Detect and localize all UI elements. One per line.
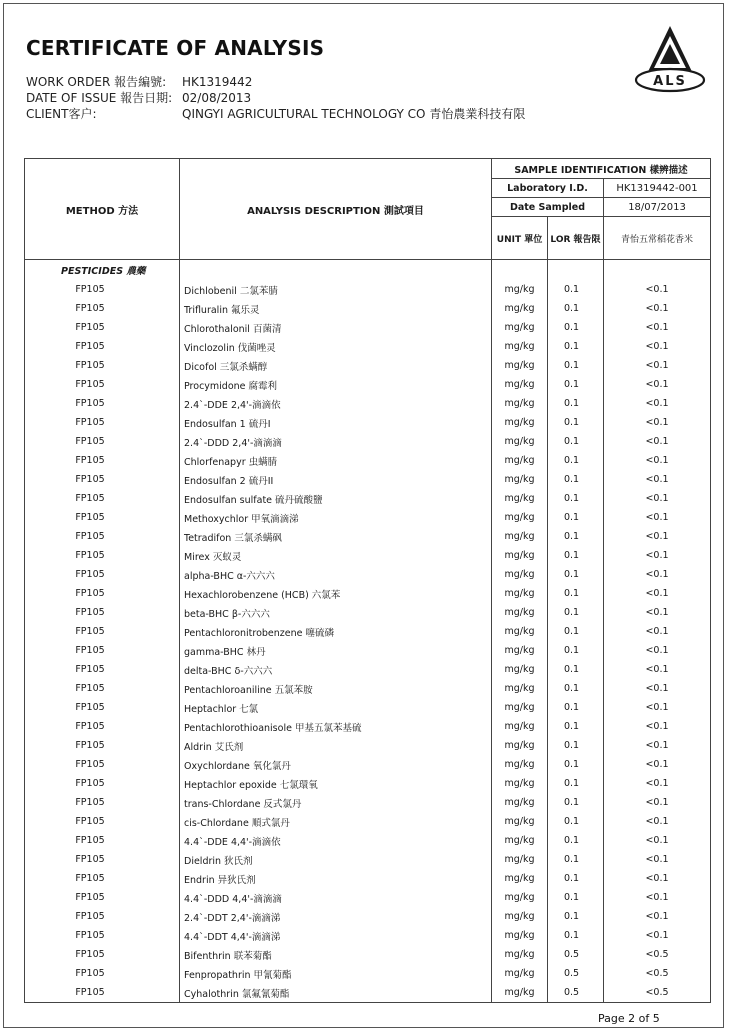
lor-cell: 0.1 (548, 926, 604, 945)
table-row (25, 698, 711, 717)
table-row (25, 432, 711, 451)
result-cell: <0.1 (604, 413, 711, 432)
method-cell: FP105 (25, 983, 180, 1003)
result-cell: <0.1 (604, 394, 711, 413)
analyte-cell: Heptachlor epoxide 七氯環氧 (180, 774, 492, 793)
analyte-cell: 2.4`-DDT 2,4'-滴滴涕 (180, 907, 492, 926)
result-cell: <0.1 (604, 907, 711, 926)
result-cell: <0.1 (604, 584, 711, 603)
method-cell: FP105 (25, 774, 180, 793)
date-sampled-label: Date Sampled (492, 198, 604, 217)
lor-cell: 0.1 (548, 299, 604, 318)
table-row (25, 869, 711, 888)
unit-cell: mg/kg (492, 318, 548, 337)
section-cell (25, 260, 180, 281)
table-row (25, 774, 711, 793)
result-cell: <0.1 (604, 850, 711, 869)
result-cell: <0.1 (604, 869, 711, 888)
result-cell: <0.1 (604, 888, 711, 907)
analyte-cell: Chlorothalonil 百菌清 (180, 318, 492, 337)
work-order-line (26, 73, 252, 90)
lor-cell: 0.1 (548, 508, 604, 527)
result-cell: <0.1 (604, 451, 711, 470)
lor-cell: 0.1 (548, 394, 604, 413)
lor-cell: 0.5 (548, 945, 604, 964)
unit-cell: mg/kg (492, 888, 548, 907)
table-row (25, 622, 711, 641)
method-cell: FP105 (25, 660, 180, 679)
analyte-cell: Oxychlordane 氧化氯丹 (180, 755, 492, 774)
unit-cell: mg/kg (492, 945, 548, 964)
unit-cell: mg/kg (492, 356, 548, 375)
result-cell: <0.1 (604, 527, 711, 546)
lor-cell: 0.1 (548, 280, 604, 299)
table-row (25, 717, 711, 736)
result-cell: <0.1 (604, 375, 711, 394)
unit-header: UNIT 單位 (492, 217, 548, 260)
method-cell: FP105 (25, 755, 180, 774)
result-cell: <0.1 (604, 280, 711, 299)
analyte-cell: Pentachloronitrobenzene 噻硫磷 (180, 622, 492, 641)
lor-cell: 0.1 (548, 432, 604, 451)
unit-cell: mg/kg (492, 508, 548, 527)
result-cell: <0.1 (604, 470, 711, 489)
analyte-cell: Endosulfan 1 硫丹I (180, 413, 492, 432)
unit-cell: mg/kg (492, 489, 548, 508)
table-row (25, 565, 711, 584)
method-cell: FP105 (25, 527, 180, 546)
unit-cell: mg/kg (492, 907, 548, 926)
table-row (25, 546, 711, 565)
result-cell: <0.1 (604, 432, 711, 451)
result-cell: <0.1 (604, 812, 711, 831)
analyte-cell: Procymidone 腐霉利 (180, 375, 492, 394)
lor-cell: 0.1 (548, 565, 604, 584)
unit-cell: mg/kg (492, 660, 548, 679)
lor-cell: 0.1 (548, 812, 604, 831)
table-row (25, 603, 711, 622)
analyte-cell: gamma-BHC 林丹 (180, 641, 492, 660)
table-row (25, 983, 711, 1003)
analyte-cell: Hexachlorobenzene (HCB) 六氯苯 (180, 584, 492, 603)
result-cell: <0.1 (604, 831, 711, 850)
method-cell: FP105 (25, 717, 180, 736)
section-label: PESTICIDES 農藥 (61, 266, 146, 277)
method-cell: FP105 (25, 451, 180, 470)
method-cell: FP105 (25, 375, 180, 394)
method-cell: FP105 (25, 831, 180, 850)
client-label: CLIENT客户: (26, 107, 97, 121)
table-row (25, 394, 711, 413)
lor-cell: 0.1 (548, 603, 604, 622)
analyte-cell: alpha-BHC α-六六六 (180, 565, 492, 584)
unit-cell: mg/kg (492, 527, 548, 546)
method-cell: FP105 (25, 299, 180, 318)
unit-cell: mg/kg (492, 394, 548, 413)
method-cell: FP105 (25, 812, 180, 831)
result-cell: <0.1 (604, 755, 711, 774)
lor-cell: 0.1 (548, 337, 604, 356)
unit-cell: mg/kg (492, 622, 548, 641)
analyte-cell: Endosulfan sulfate 硫丹硫酸鹽 (180, 489, 492, 508)
client-line (26, 105, 525, 122)
unit-cell: mg/kg (492, 470, 548, 489)
table-row (25, 679, 711, 698)
unit-cell: mg/kg (492, 812, 548, 831)
result-cell: <0.1 (604, 565, 711, 584)
analyte-cell: 2.4`-DDD 2,4'-滴滴滴 (180, 432, 492, 451)
table-row (25, 812, 711, 831)
unit-cell: mg/kg (492, 926, 548, 945)
analyte-cell: Pentachloroaniline 五氯苯胺 (180, 679, 492, 698)
lor-cell: 0.1 (548, 869, 604, 888)
table-row (25, 793, 711, 812)
analyte-cell: Dieldrin 狄氏剂 (180, 850, 492, 869)
table-row (25, 736, 711, 755)
method-cell: FP105 (25, 508, 180, 527)
result-cell: <0.1 (604, 546, 711, 565)
unit-cell: mg/kg (492, 755, 548, 774)
analyte-cell: Trifluralin 氟乐灵 (180, 299, 492, 318)
work-order-label: WORK ORDER 報告編號: (26, 75, 167, 89)
analyte-cell: Mirex 灭蚁灵 (180, 546, 492, 565)
lor-cell: 0.1 (548, 356, 604, 375)
lor-cell: 0.1 (548, 679, 604, 698)
lor-cell: 0.1 (548, 907, 604, 926)
results-table (24, 158, 711, 1003)
method-cell: FP105 (25, 679, 180, 698)
table-row (25, 413, 711, 432)
analyte-cell: Vinclozolin 伐菌唑灵 (180, 337, 492, 356)
method-cell: FP105 (25, 698, 180, 717)
lor-cell: 0.1 (548, 584, 604, 603)
unit-cell: mg/kg (492, 413, 548, 432)
result-cell: <0.1 (604, 299, 711, 318)
analyte-cell: delta-BHC δ-六六六 (180, 660, 492, 679)
unit-cell: mg/kg (492, 299, 548, 318)
method-cell: FP105 (25, 622, 180, 641)
method-cell: FP105 (25, 470, 180, 489)
als-logo (632, 24, 708, 96)
unit-cell: mg/kg (492, 736, 548, 755)
unit-cell: mg/kg (492, 983, 548, 1003)
analyte-cell: Chlorfenapyr 虫螨腈 (180, 451, 492, 470)
result-cell: <0.5 (604, 964, 711, 983)
analysis-header: ANALYSIS DESCRIPTION 測試項目 (180, 159, 492, 260)
lor-cell: 0.1 (548, 793, 604, 812)
logo-text: ALS (653, 74, 687, 89)
method-header: METHOD 方法 (25, 159, 180, 260)
method-cell: FP105 (25, 394, 180, 413)
table-row (25, 527, 711, 546)
work-order-value: HK1319442 (182, 75, 253, 89)
method-cell: FP105 (25, 432, 180, 451)
lor-cell: 0.1 (548, 660, 604, 679)
result-cell: <0.1 (604, 774, 711, 793)
method-cell: FP105 (25, 850, 180, 869)
method-cell: FP105 (25, 736, 180, 755)
analyte-cell: Cyhalothrin 氯氟氰菊酯 (180, 983, 492, 1003)
table-row (25, 584, 711, 603)
lor-cell: 0.1 (548, 318, 604, 337)
result-cell: <0.1 (604, 337, 711, 356)
result-cell: <0.1 (604, 793, 711, 812)
sample-id-header: SAMPLE IDENTIFICATION 樣辨描述 (492, 159, 711, 179)
table-row (25, 508, 711, 527)
result-cell: <0.1 (604, 318, 711, 337)
unit-cell: mg/kg (492, 831, 548, 850)
lor-cell: 0.1 (548, 622, 604, 641)
result-cell: <0.1 (604, 641, 711, 660)
unit-cell: mg/kg (492, 375, 548, 394)
table-row (25, 641, 711, 660)
analyte-cell: 4.4`-DDD 4,4'-滴滴滴 (180, 888, 492, 907)
table-row (25, 964, 711, 983)
unit-cell: mg/kg (492, 774, 548, 793)
method-cell: FP105 (25, 546, 180, 565)
lor-cell: 0.1 (548, 451, 604, 470)
table-row (25, 337, 711, 356)
table-row (25, 375, 711, 394)
result-cell: <0.1 (604, 603, 711, 622)
lor-cell: 0.1 (548, 736, 604, 755)
table-row (25, 489, 711, 508)
result-cell: <0.1 (604, 508, 711, 527)
method-cell: FP105 (25, 489, 180, 508)
unit-cell: mg/kg (492, 717, 548, 736)
unit-cell: mg/kg (492, 451, 548, 470)
analyte-cell: Tetradifon 三氯杀螨砜 (180, 527, 492, 546)
method-cell: FP105 (25, 584, 180, 603)
result-cell: <0.1 (604, 698, 711, 717)
lor-cell: 0.1 (548, 375, 604, 394)
lor-cell: 0.1 (548, 546, 604, 565)
lor-cell: 0.1 (548, 413, 604, 432)
table-row (25, 831, 711, 850)
method-cell: FP105 (25, 413, 180, 432)
table-row (25, 755, 711, 774)
lor-cell: 0.1 (548, 717, 604, 736)
date-sampled-value: 18/07/2013 (604, 198, 711, 217)
analyte-cell: beta-BHC β-六六六 (180, 603, 492, 622)
analyte-cell: trans-Chlordane 反式氯丹 (180, 793, 492, 812)
lor-cell: 0.1 (548, 831, 604, 850)
unit-cell: mg/kg (492, 337, 548, 356)
result-cell: <0.1 (604, 489, 711, 508)
analyte-cell: 4.4`-DDT 4,4'-滴滴涕 (180, 926, 492, 945)
result-cell: <0.1 (604, 660, 711, 679)
analyte-cell: 2.4`-DDE 2,4'-滴滴依 (180, 394, 492, 413)
lor-cell: 0.5 (548, 964, 604, 983)
lor-cell: 0.1 (548, 527, 604, 546)
table-row (25, 451, 711, 470)
lor-cell: 0.1 (548, 698, 604, 717)
client-value: QINGYI AGRICULTURAL TECHNOLOGY CO 青怡農業科技有限 (182, 107, 526, 121)
unit-cell: mg/kg (492, 565, 548, 584)
method-cell: FP105 (25, 337, 180, 356)
analyte-cell: Heptachlor 七氯 (180, 698, 492, 717)
page-number: Page 2 of 5 (598, 1012, 660, 1025)
method-cell: FP105 (25, 603, 180, 622)
unit-cell: mg/kg (492, 869, 548, 888)
table-row (25, 299, 711, 318)
date-of-issue-label: DATE OF ISSUE 報告日期: (26, 91, 173, 105)
unit-cell: mg/kg (492, 850, 548, 869)
unit-cell: mg/kg (492, 280, 548, 299)
analyte-cell: 4.4`-DDE 4,4'-滴滴依 (180, 831, 492, 850)
lab-id-value: HK1319442-001 (604, 179, 711, 198)
method-cell: FP105 (25, 907, 180, 926)
unit-cell: mg/kg (492, 432, 548, 451)
method-cell: FP105 (25, 356, 180, 375)
analyte-cell: Methoxychlor 甲氧滴滴涕 (180, 508, 492, 527)
table-row (25, 470, 711, 489)
lab-id-label: Laboratory I.D. (492, 179, 604, 198)
analyte-cell: Bifenthrin 联苯菊酯 (180, 945, 492, 964)
table-row (25, 945, 711, 964)
method-cell: FP105 (25, 280, 180, 299)
lor-cell: 0.1 (548, 755, 604, 774)
result-cell: <0.5 (604, 983, 711, 1003)
lor-header: LOR 報告限 (548, 217, 604, 260)
table-row (25, 850, 711, 869)
method-cell: FP105 (25, 888, 180, 907)
unit-cell: mg/kg (492, 546, 548, 565)
lor-cell: 0.5 (548, 983, 604, 1003)
analyte-cell: Fenpropathrin 甲氰菊酯 (180, 964, 492, 983)
sample-name: 青怡五常稻花香米 (604, 217, 711, 260)
lor-cell: 0.1 (548, 888, 604, 907)
unit-cell: mg/kg (492, 964, 548, 983)
analyte-cell: Endrin 异狄氏剂 (180, 869, 492, 888)
result-cell: <0.1 (604, 717, 711, 736)
method-cell: FP105 (25, 565, 180, 584)
unit-cell: mg/kg (492, 698, 548, 717)
result-cell: <0.5 (604, 945, 711, 964)
analyte-cell: Endosulfan 2 硫丹II (180, 470, 492, 489)
result-cell: <0.1 (604, 622, 711, 641)
analyte-cell: cis-Chlordane 順式氯丹 (180, 812, 492, 831)
unit-cell: mg/kg (492, 793, 548, 812)
method-cell: FP105 (25, 318, 180, 337)
analyte-cell: Pentachlorothioanisole 甲基五氯苯基硫 (180, 717, 492, 736)
lor-cell: 0.1 (548, 850, 604, 869)
method-cell: FP105 (25, 793, 180, 812)
table-row (25, 280, 711, 299)
analyte-cell: Dichlobenil 二氯苯腈 (180, 280, 492, 299)
method-cell: FP105 (25, 945, 180, 964)
unit-cell: mg/kg (492, 679, 548, 698)
table-row (25, 888, 711, 907)
page-title: CERTIFICATE OF ANALYSIS (26, 36, 325, 60)
table-row (25, 356, 711, 375)
analyte-cell: Dicofol 三氯杀螨醇 (180, 356, 492, 375)
lor-cell: 0.1 (548, 489, 604, 508)
method-cell: FP105 (25, 964, 180, 983)
unit-cell: mg/kg (492, 603, 548, 622)
table-row (25, 907, 711, 926)
date-of-issue-line (26, 89, 251, 106)
analyte-cell: Aldrin 艾氏剂 (180, 736, 492, 755)
result-cell: <0.1 (604, 926, 711, 945)
lor-cell: 0.1 (548, 470, 604, 489)
table-row (25, 318, 711, 337)
table-row (25, 926, 711, 945)
result-cell: <0.1 (604, 736, 711, 755)
method-cell: FP105 (25, 869, 180, 888)
unit-cell: mg/kg (492, 584, 548, 603)
method-cell: FP105 (25, 926, 180, 945)
table-row (25, 660, 711, 679)
result-cell: <0.1 (604, 679, 711, 698)
result-cell: <0.1 (604, 356, 711, 375)
lor-cell: 0.1 (548, 774, 604, 793)
date-of-issue-value: 02/08/2013 (182, 91, 252, 105)
method-cell: FP105 (25, 641, 180, 660)
unit-cell: mg/kg (492, 641, 548, 660)
lor-cell: 0.1 (548, 641, 604, 660)
